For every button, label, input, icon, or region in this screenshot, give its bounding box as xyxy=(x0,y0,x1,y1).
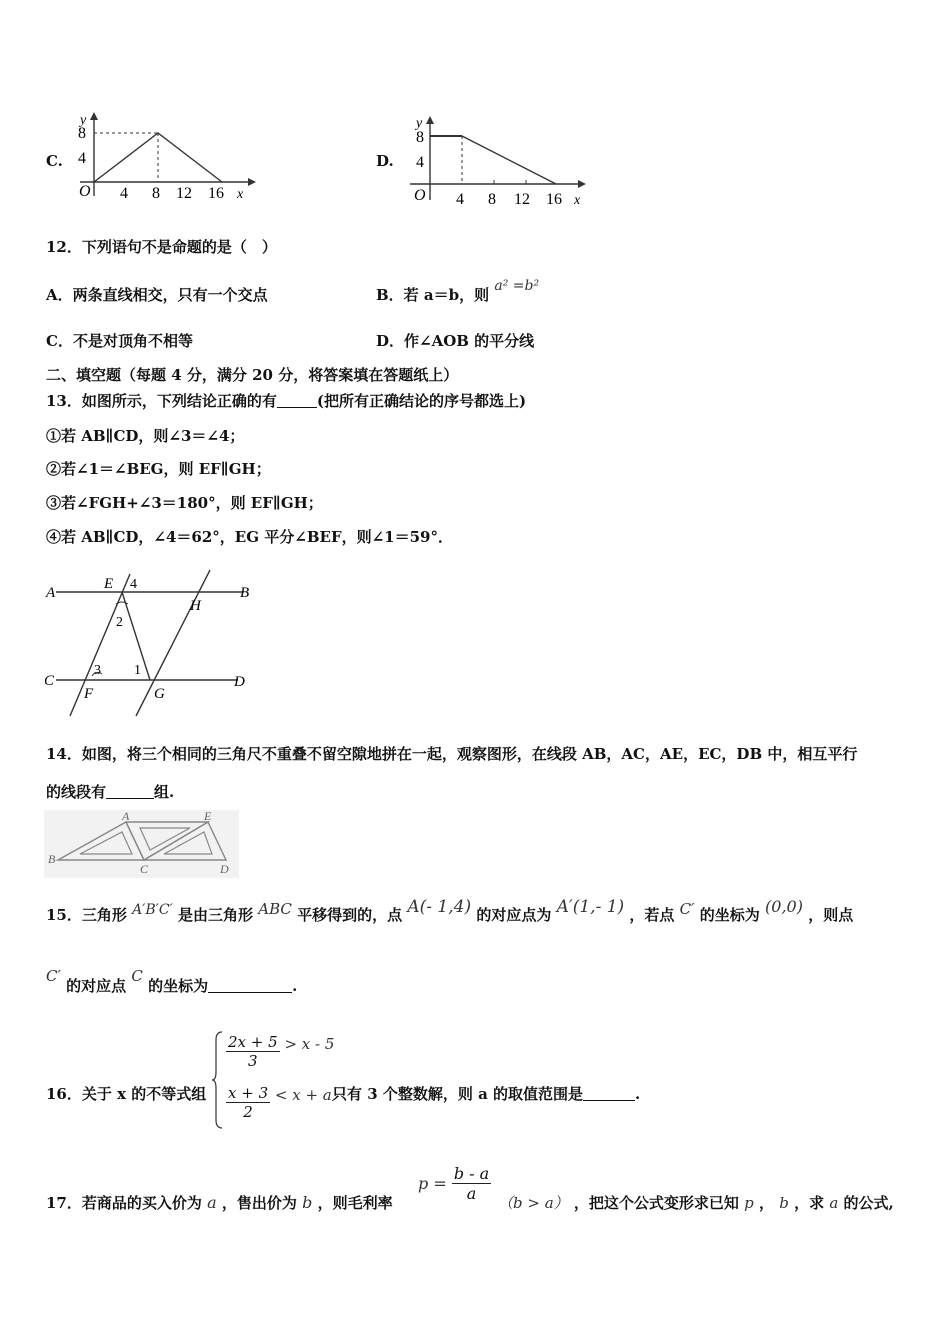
q14-text-end: 组. xyxy=(154,783,175,801)
section-title: 二、填空题（每题 4 分，满分 20 分，将答案填在答题纸上） xyxy=(46,366,459,384)
ytick-8: 8 xyxy=(78,125,86,142)
q15-math-origin: (0,0) xyxy=(765,897,803,916)
label-d: D xyxy=(220,862,229,876)
graph-c xyxy=(70,108,260,203)
inequality-1 xyxy=(226,1033,334,1070)
q16-text xyxy=(332,1083,640,1104)
angle-3-label: 3 xyxy=(94,663,101,678)
fraction xyxy=(452,1164,491,1203)
fraction xyxy=(226,1033,280,1070)
numerator: x + 3 xyxy=(228,1084,269,1102)
q15-math-c: C xyxy=(131,967,143,985)
label-c: C xyxy=(44,673,55,689)
q14-stem: 14．如图，将三个相同的三角尺不重叠不留空隙地拼在一起，观察图形，在线段 AB，AC，AE，EC，DB 中，相互平行 xyxy=(46,745,858,763)
q16-text-end: . xyxy=(635,1085,641,1103)
q12-option-d: D．作∠AOB 的平分线 xyxy=(376,332,535,350)
answer-blank xyxy=(208,978,292,993)
answer-blank xyxy=(277,393,317,408)
q15-text: ，则点 xyxy=(808,906,854,924)
label-a: A xyxy=(122,810,130,823)
q15-text: 的对应点 xyxy=(66,977,127,995)
q15-text: . xyxy=(292,977,298,995)
q15-math-point-a: A(- 1,4) xyxy=(407,897,472,917)
q17-condition: （b > a） xyxy=(498,1194,569,1212)
q15-text: 的坐标为 xyxy=(699,906,760,924)
q17-text: 17．若商品的买入价为 xyxy=(46,1194,202,1212)
q14-figure xyxy=(44,810,239,878)
q15-math-c-prime: C′ xyxy=(46,967,61,985)
answer-blank xyxy=(583,1086,635,1101)
q12-option-a: A．两条直线相交，只有一个交点 xyxy=(46,286,268,304)
q12-option-b xyxy=(376,278,540,305)
q17-text: ， xyxy=(758,1194,774,1212)
q15-text: 平移得到的，点 xyxy=(297,906,403,924)
q13-stem-note: (把所有正确结论的序号都选上) xyxy=(316,392,527,410)
q17-math-b2: b xyxy=(779,1194,789,1212)
label-d: D xyxy=(234,674,245,690)
q17-formula xyxy=(418,1164,491,1203)
q17-line xyxy=(46,1192,393,1213)
denominator: a xyxy=(466,1184,477,1203)
xtick-4: 4 xyxy=(456,191,464,208)
xtick-16: 16 xyxy=(208,185,224,202)
numerator: b - a xyxy=(453,1164,490,1183)
option-c-label: C. xyxy=(46,152,63,170)
xtick-12: 12 xyxy=(514,191,530,208)
numerator: 2x + 5 xyxy=(228,1033,278,1051)
label-e: E xyxy=(204,810,212,823)
q17-text: ，求 xyxy=(794,1194,825,1212)
q17-text: 的公式, xyxy=(843,1194,894,1212)
denominator: 2 xyxy=(243,1103,253,1121)
x-axis-label: x xyxy=(237,187,244,202)
xtick-8: 8 xyxy=(488,191,496,208)
q14-stem-2 xyxy=(46,781,174,802)
q13-figure xyxy=(40,570,260,725)
label-c: C xyxy=(140,862,149,876)
q13-statement-4: ④若 AB∥CD，∠4＝62°，EG 平分∠BEF，则∠1＝59°． xyxy=(46,528,453,546)
q15-math-triangle-prime: A′B′C′ xyxy=(132,902,173,918)
origin-label: O xyxy=(414,187,426,204)
q17-line-2 xyxy=(498,1192,894,1213)
q15-text: 是由三角形 xyxy=(178,906,254,924)
q14-text: 的线段有 xyxy=(46,783,107,801)
xtick-4: 4 xyxy=(120,185,128,202)
graph-d xyxy=(400,112,590,210)
angle-4-label: 4 xyxy=(130,577,137,592)
origin-label: O xyxy=(79,183,91,200)
q17-text: ，则毛利率 xyxy=(317,1194,393,1212)
q17-text: ，把这个公式变形求已知 xyxy=(573,1194,739,1212)
xtick-8: 8 xyxy=(152,185,160,202)
q16-label: 16．关于 x 的不等式组 xyxy=(46,1085,207,1103)
ytick-4: 4 xyxy=(78,150,86,167)
y-axis-label: y xyxy=(80,113,87,128)
q15-math-point-a-prime: A′(1,- 1) xyxy=(556,897,625,917)
label-b: B xyxy=(48,852,56,866)
q13-statement-3: ③若∠FGH+∠3＝180°，则 EF∥GH； xyxy=(46,494,323,512)
q15-text: 的坐标为 xyxy=(148,977,209,995)
q17-math-p: p = xyxy=(418,1174,447,1193)
answer-blank xyxy=(106,784,154,799)
q15-line-1 xyxy=(46,897,854,925)
y-axis-label: y xyxy=(416,116,423,131)
left-brace xyxy=(212,1030,224,1130)
inequality-rhs: > x - 5 xyxy=(284,1034,335,1053)
q15-text: ，若点 xyxy=(629,906,675,924)
label-e: E xyxy=(104,576,114,592)
label-h: H xyxy=(190,598,201,614)
q13-stem xyxy=(46,390,526,411)
q16-text-body: 只有 3 个整数解，则 a 的取值范围是 xyxy=(332,1085,584,1103)
q15-text: 的对应点为 xyxy=(476,906,552,924)
angle-2-label: 2 xyxy=(116,615,123,630)
q15-line-2 xyxy=(46,967,298,996)
ytick-8: 8 xyxy=(416,129,424,146)
q12-option-c: C．不是对顶角不相等 xyxy=(46,332,193,350)
fraction xyxy=(226,1084,270,1121)
inequality-2 xyxy=(226,1084,332,1121)
q12-option-b-text: B．若 a＝b，则 xyxy=(376,286,490,304)
q15-math-c-prime: C′ xyxy=(679,900,695,918)
option-d-label: D. xyxy=(376,152,394,170)
xtick-12: 12 xyxy=(176,185,192,202)
denominator: 3 xyxy=(248,1052,258,1070)
label-g: G xyxy=(154,686,165,702)
q15-text: 15．三角形 xyxy=(46,906,127,924)
q12-stem: 12．下列语句不是命题的是（ ） xyxy=(46,238,277,256)
angle-1-label: 1 xyxy=(134,663,141,678)
label-f: F xyxy=(84,686,94,702)
q13-stem-text: 13．如图所示，下列结论正确的有 xyxy=(46,392,277,410)
q17-text: ，售出价为 xyxy=(221,1194,297,1212)
q17-math-b: b xyxy=(302,1193,313,1212)
q17-math-p2: p xyxy=(744,1194,754,1212)
x-axis-label: x xyxy=(574,193,581,208)
q15-math-triangle: ABC xyxy=(258,900,292,918)
q12-option-b-math: a² =b² xyxy=(494,278,540,294)
q17-math-a: a xyxy=(207,1193,217,1212)
q13-statement-2: ②若∠1＝∠BEG，则 EF∥GH； xyxy=(46,460,271,478)
xtick-16: 16 xyxy=(546,191,562,208)
ytick-4: 4 xyxy=(416,154,424,171)
label-b: B xyxy=(240,585,250,601)
q17-math-a2: a xyxy=(829,1194,839,1212)
label-a: A xyxy=(46,585,56,601)
inequality-rhs: < x + a xyxy=(274,1085,332,1104)
q13-statement-1: ①若 AB∥CD，则∠3＝∠4； xyxy=(46,427,245,445)
